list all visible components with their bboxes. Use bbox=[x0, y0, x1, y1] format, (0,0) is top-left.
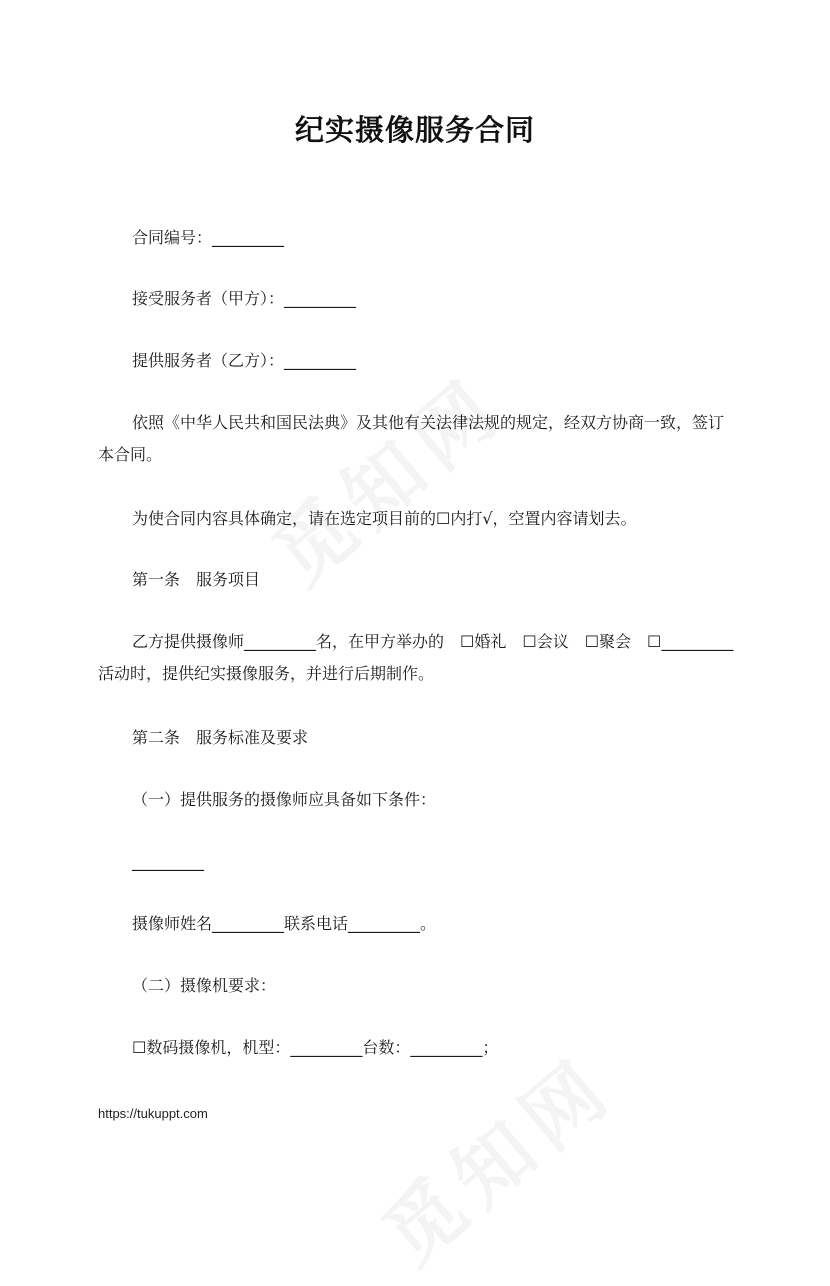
item-2-heading: （二）摄像机要求： bbox=[132, 976, 277, 995]
contract-number: 合同编号：_________ bbox=[132, 228, 285, 247]
article-1-body: 乙方提供摄像师_________名，在甲方举办的 ☐婚礼 ☐会议 ☐聚会 ☐_________活动时，提供纪实摄像服务，并进行后期制作。 bbox=[98, 632, 734, 683]
photographer-info: 摄像师姓名_________联系电话_________。 bbox=[132, 914, 437, 933]
party-b: 提供服务者（乙方）：_________ bbox=[132, 351, 357, 370]
document-title: 纪实摄像服务合同 bbox=[294, 113, 535, 147]
camera-line: ☐数码摄像机，机型：_________台数：_________； bbox=[132, 1038, 499, 1057]
party-a: 接受服务者（甲方）：_________ bbox=[132, 289, 357, 308]
article-2-heading: 第二条 服务标准及要求 bbox=[132, 728, 309, 747]
article-1-heading: 第一条 服务项目 bbox=[132, 570, 261, 589]
instruction: 为使合同内容具体确定，请在选定项目前的☐内打√，空置内容请划去。 bbox=[132, 509, 637, 528]
item-1-heading: （一）提供服务的摄像师应具备如下条件： bbox=[132, 790, 437, 809]
footer-url[interactable]: https://tukuppt.com bbox=[98, 1106, 208, 1121]
item-1-blank: _________ bbox=[132, 852, 204, 871]
preamble: 依照《中华人民共和国民法典》及其他有关法律法规的规定，经双方协商一致，签订本合同。 bbox=[98, 413, 725, 464]
watermark-bottom bbox=[356, 1026, 635, 1285]
